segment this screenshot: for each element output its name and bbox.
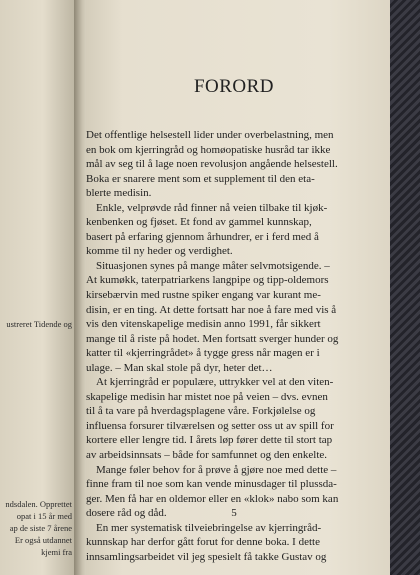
left-page-line: opat i 15 år med <box>16 511 72 521</box>
body-line: At kumøkk, taterpatriarkens langpipe og tipp-oldemors <box>86 274 329 287</box>
body-line: disin, er en ting. At dette fortsatt har noe å fare med vis å <box>86 303 337 316</box>
body-line: en bok om kjerringråd og homøopatiske husråd tar ikke <box>86 143 331 156</box>
body-line: At kjerringråd er populære, uttrykker vel at den viten- <box>96 376 334 389</box>
body-line: finne fram til noe som kan vende minusdager til plussda- <box>86 478 337 491</box>
body-line: ulage. – Man skal stole på dyr, heter det… <box>86 361 273 374</box>
body-line: blerte medisin. <box>86 187 152 200</box>
body-line: dosere råd og dåd. <box>86 507 167 520</box>
left-page-line: Er også utdannet <box>14 535 72 545</box>
chapter-title: FORORD <box>193 76 275 97</box>
body-line: komme til ny heder og verdighet. <box>86 245 233 258</box>
body-line: kortere eller lengre tid. I årets løp fører dette til stort tap <box>86 434 333 447</box>
right-page <box>86 0 390 575</box>
body-line: katter til «kjerringrådet» å tygge gress når magen er i <box>86 347 320 360</box>
page-number: 5 <box>231 507 237 519</box>
body-line: kunnskap har derfor gått forut for denne boka. I dette <box>86 536 320 549</box>
left-page-snippet: ustreret Tidende og <box>6 319 72 329</box>
body-line: innsamlingsarbeidet vil jeg spesielt få takke Gustav og <box>86 550 327 563</box>
body-line: vis den vitenskapelige medisin anno 1991, får sikkert <box>86 318 321 331</box>
left-page-line: kjemi fra <box>41 547 72 557</box>
fabric-background <box>390 0 420 575</box>
body-line: mange til å riste på hodet. Men fortsatt sverger hunder og <box>86 332 339 345</box>
body-line: av arbeidsinnsats – både for samfunnet og den enkelte. <box>86 449 328 462</box>
body-line: kirsebærvin med rustne spiker engang var kurant me- <box>86 289 321 302</box>
body-line: til å ta vare på hverdagsplagene våre. Forkjølelse og <box>86 405 316 418</box>
body-line: mål av seg til å lage noen revolusjon angående helsestell. <box>86 158 338 171</box>
left-page <box>0 0 78 575</box>
body-line: Boka er snarere ment som et supplement til den eta- <box>86 172 315 185</box>
body-line: Det offentlige helsestell lider under overbelastning, men <box>86 129 334 141</box>
body-line: influensa forsurer tilværelsen og setter oss ut av spill for <box>86 419 334 432</box>
body-line: basert på erfaring gjennom århundrer, er i ferd med å <box>86 230 319 243</box>
body-line: kenbenken og fjøset. Et fond av gammel kunnskap, <box>86 216 312 229</box>
body-line: skapelige medisin har mistet noe på veien – dvs. evnen <box>86 390 328 403</box>
body-line: Mange føler behov for å prøve å gjøre noe med dette – <box>96 463 337 476</box>
left-page-lines <box>5 498 72 558</box>
body-text <box>86 128 378 564</box>
body-line: ger. Men få har en oldemor eller en «klok» nabo som kan <box>86 492 339 505</box>
left-page-line: ap de siste 7 årene <box>9 523 72 533</box>
body-line: En mer systematisk tilveiebringelse av kjerringråd- <box>96 521 322 534</box>
body-line: Situasjonen synes på mange måter selvmotsigende. – <box>96 259 330 272</box>
left-page-line: ndsdalen. Opprettet <box>5 499 72 509</box>
body-line: Enkle, velprøvde råd finner nå veien tilbake til kjøk- <box>96 201 328 214</box>
